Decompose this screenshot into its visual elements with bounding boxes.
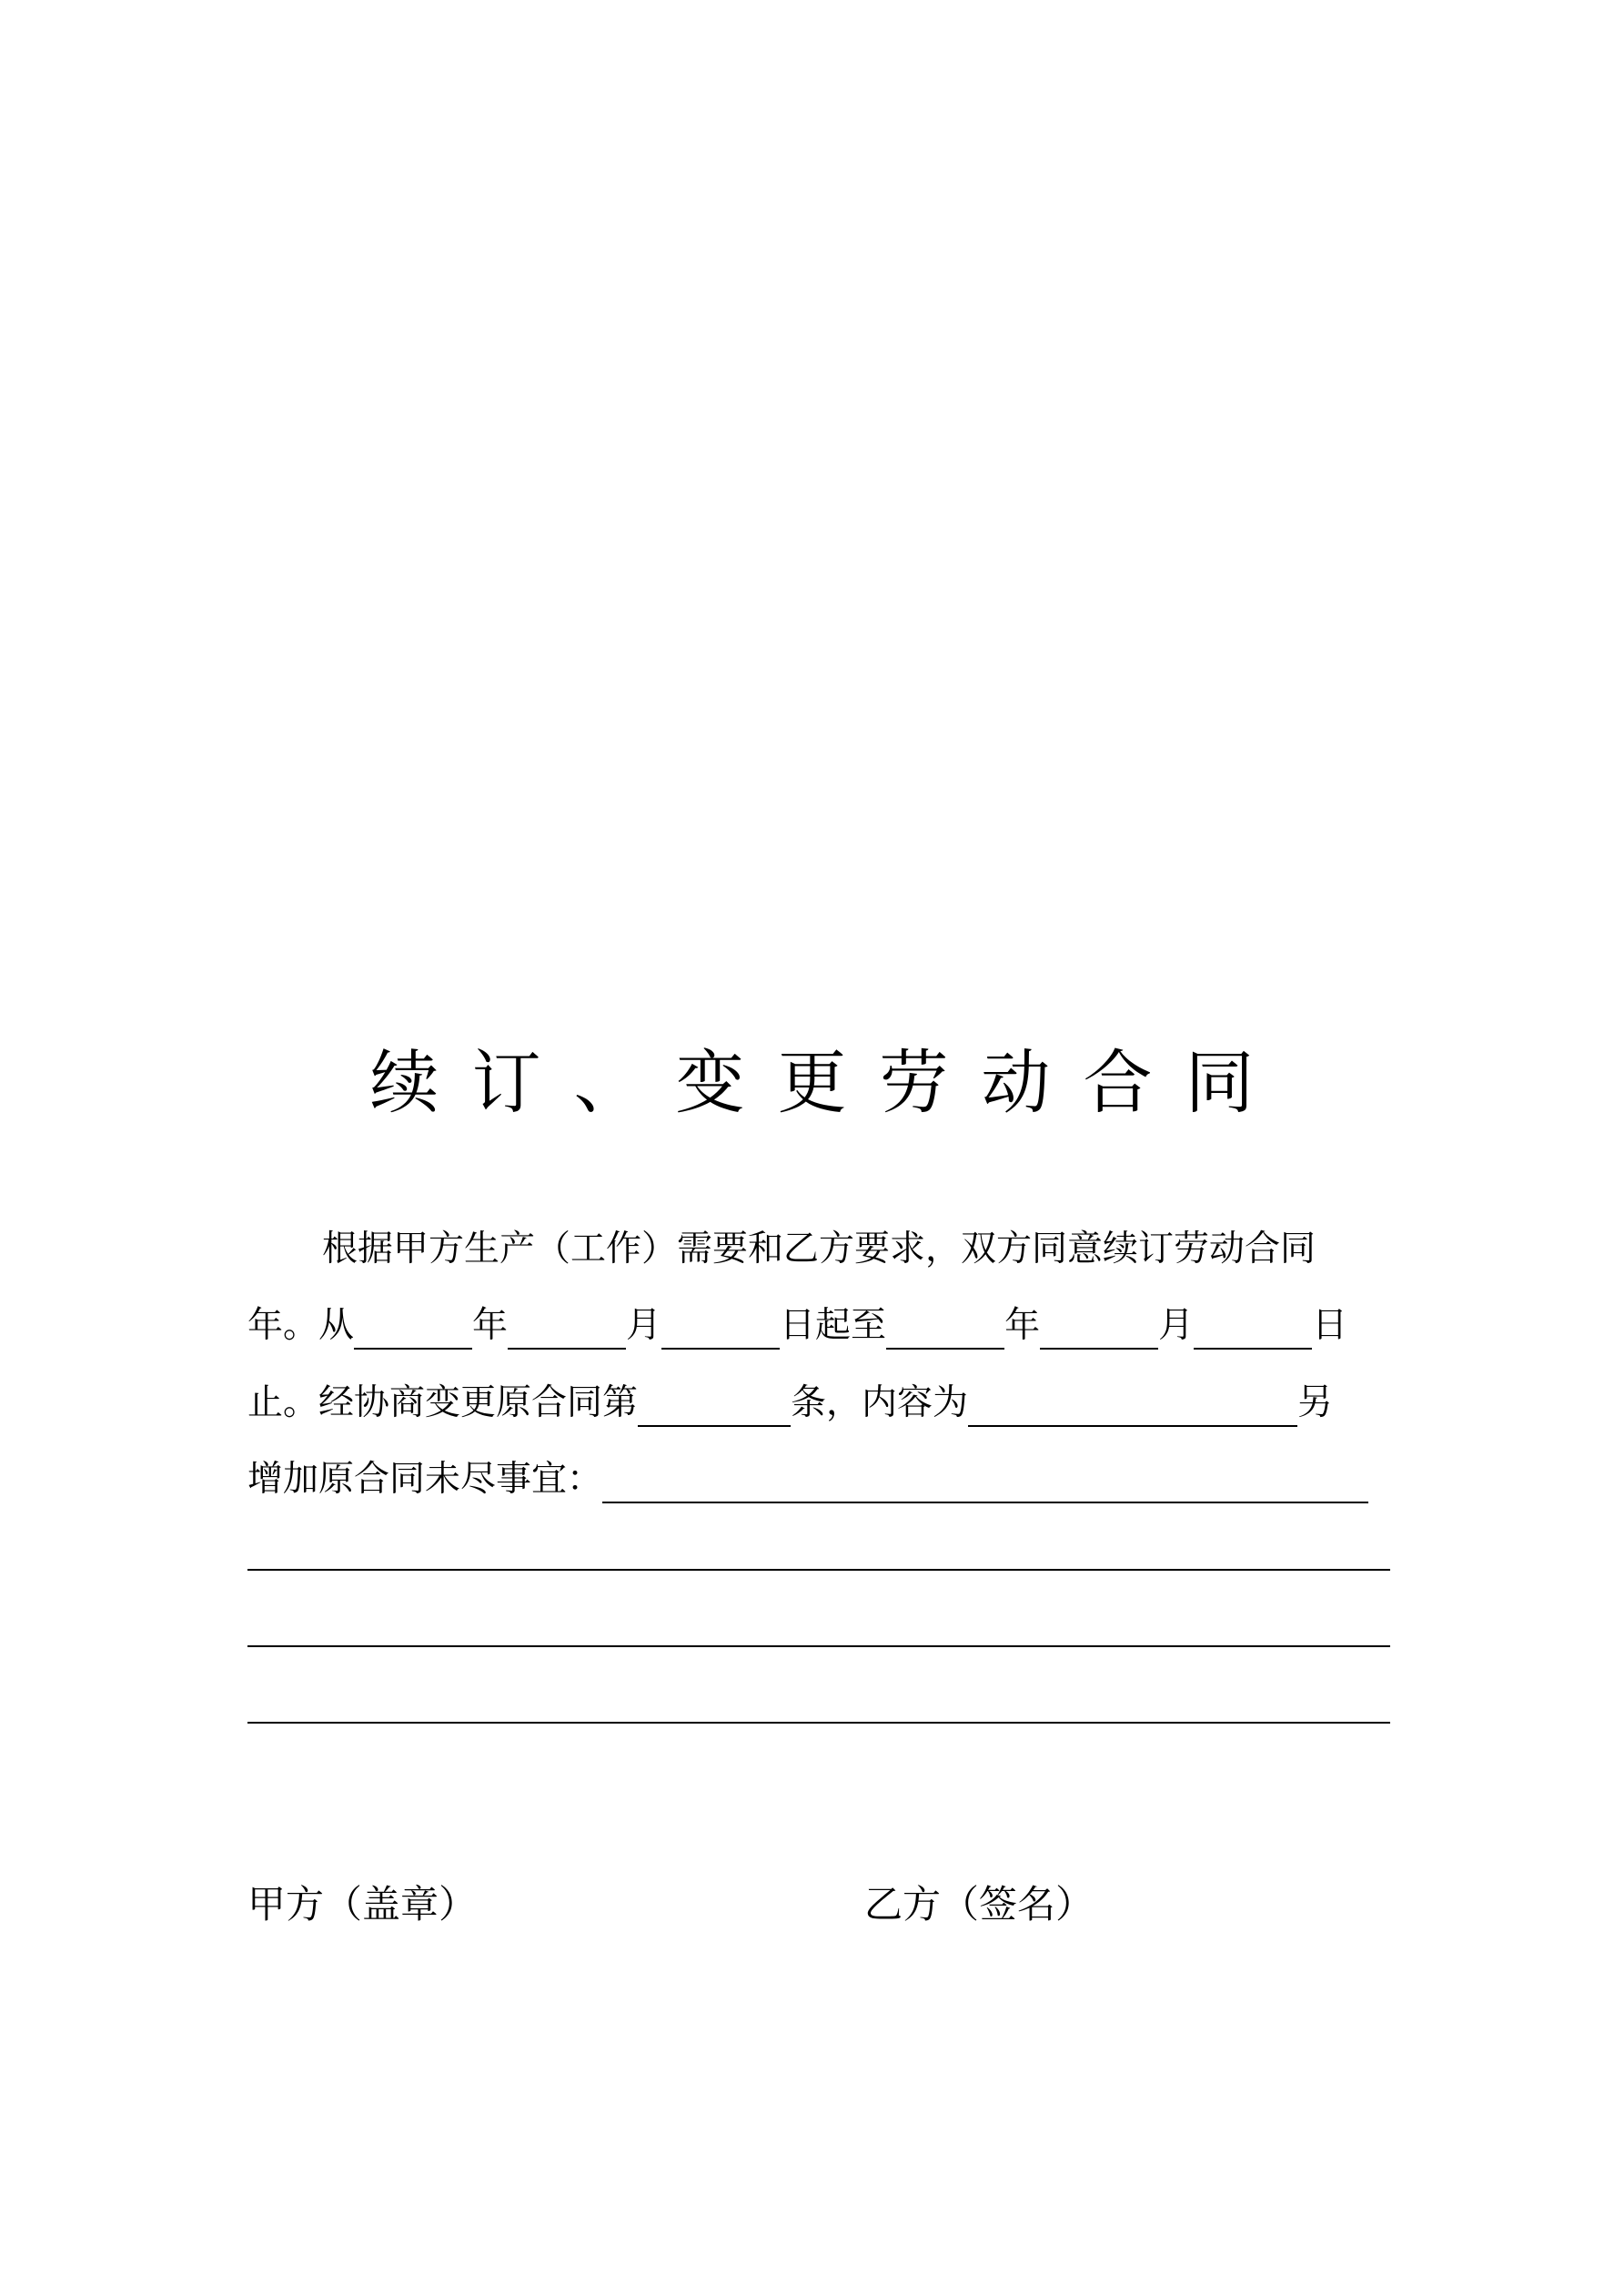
paragraph-line-3 xyxy=(247,1376,1390,1431)
blank-month-to[interactable] xyxy=(1040,1299,1158,1350)
blank-content[interactable] xyxy=(968,1376,1297,1427)
blank-year-to[interactable] xyxy=(886,1299,1004,1350)
paragraph-text: 根据甲方生产（工作）需要和乙方要求，双方同意续订劳动合同 xyxy=(322,1229,1316,1269)
text-article-content: 条，内容为 xyxy=(791,1382,969,1423)
blank-day-from[interactable] xyxy=(661,1299,780,1350)
document-title: 续订、变更劳动合同 xyxy=(369,1042,1287,1123)
paragraph-line-4 xyxy=(247,1452,1390,1507)
paragraph-line-1 xyxy=(247,1222,1390,1277)
blank-line-3[interactable] xyxy=(247,1722,1390,1724)
blank-month-from[interactable] xyxy=(508,1299,626,1350)
text-day-to: 日 xyxy=(1312,1305,1348,1346)
text-amend-start: 止。经协商变更原合同第 xyxy=(247,1382,639,1423)
blank-day-to[interactable] xyxy=(1194,1299,1312,1350)
party-a-seal: 甲方（盖章） xyxy=(247,1882,478,1927)
text-additional-matters: 增加原合同未尽事宜： xyxy=(247,1459,603,1500)
text-year: 年 xyxy=(472,1305,509,1346)
blank-line-1[interactable] xyxy=(247,1569,1390,1571)
blank-article-number[interactable] xyxy=(638,1376,791,1427)
party-b-signature: 乙方（签名） xyxy=(864,1882,1094,1927)
text-additionally: 另 xyxy=(1297,1382,1334,1423)
text-year-from: 年。从 xyxy=(247,1305,355,1346)
text-month-to: 月 xyxy=(1158,1305,1195,1346)
blank-additional-matters[interactable] xyxy=(602,1452,1368,1503)
blank-year-from[interactable] xyxy=(354,1299,472,1350)
text-year-to: 年 xyxy=(1004,1305,1041,1346)
text-day-until: 日起至 xyxy=(780,1305,887,1346)
blank-line-2[interactable] xyxy=(247,1645,1390,1647)
paragraph-line-2 xyxy=(247,1299,1390,1353)
text-month: 月 xyxy=(626,1305,662,1346)
